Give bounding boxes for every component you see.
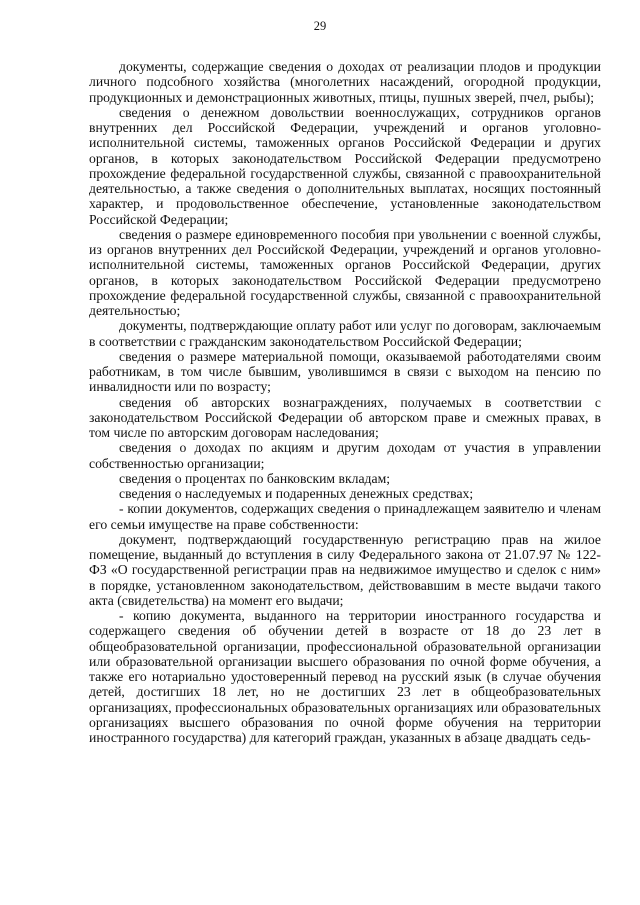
paragraph-income-farm: документы, содержащие сведения о доходах от реализации плодов и продукции личного подсобного хозяйства (многолетних насаждений, огородной продукции, продукционных и демонстрационных животных, птицы, пушных зверей, пчел, рыбы); (89, 59, 601, 105)
paragraph-inheritance: сведения о наследуемых и подаренных денежных средствах; (119, 486, 474, 501)
document-body (89, 59, 601, 745)
paragraph-severance: сведения о размере единовременного пособия при увольнении с военной службы, из органов внутренних дел Российской Федерации, учреждений и органов уголовно-исполнительной системы, таможенных органов Российской Федерации, других органов, в которых законодательством Российской Федерации предусмотрено прохождение федеральной государственной службы, связанной с правоохранительной деятельностью; (89, 226, 601, 318)
page-number: 29 (313, 19, 327, 33)
paragraph-bank-interest: сведения о процентах по банковским вкладам; (119, 470, 391, 486)
paragraph-registration-document: документ, подтверждающий государственную регистрацию прав на жилое помещение, выданный до вступления в силу Федерального закона от 21.07.97 № 122-ФЗ «О государственной регистрации прав на недвижимое имущество и сделок с ним» в порядке, установленном законодательством, действовавшим в месте выдачи такого акта (свидетельства) на момент его выдачи; (89, 531, 601, 608)
paragraph-property-copies: - копии документов, содержащих сведения о принадлежащем заявителю и членам его семьи имуществе на праве собственности: (89, 501, 601, 532)
paragraph-royalties: сведения об авторских вознаграждениях, получаемых в соответствии с законодательством Российской Федерации об авторском праве и смежных правах, в том числе по авторским договорам наследования; (89, 394, 601, 440)
paragraph-foreign-education: - копию документа, выданного на территории иностранного государства и содержащего сведения об обучении детей в возрасте от 18 до 23 лет в общеобразовательной организации, профессиональной образовательной организации или образовательной организации высшего образования по очной форме обучения, а также его нотариально удостоверенный перевод на русский язык (в случае обучения детей, достигших 18 лет, но не достигших 23 лет в общеобразовательных организациях, профессиональных образовательных организациях или образовательных организациях высшего образования по очной форме обучения на территории иностранного государства) для категорий граждан, указанных в абзаце двадцать седь- (89, 608, 601, 745)
paragraph-contracts: документы, подтверждающие оплату работ или услуг по договорам, заключаемым в соответствии с гражданским законодательством Российской Федерации; (89, 318, 601, 349)
paragraph-dividends: сведения о доходах по акциям и другим доходам от участия в управлении собственностью организации; (89, 440, 601, 471)
paragraph-military-pay: сведения о денежном довольствии военнослужащих, сотрудников органов внутренних дел Российской Федерации, учреждений и органов уголовно-исполнительной системы, таможенных органов Российской Федерации и других органов, в которых законодательством Российской Федерации предусмотрено прохождение федеральной государственной службы, связанной с правоохранительной деятельностью, а также сведения о дополнительных выплатах, носящих постоянный характер, и продовольственное обеспечение, установленные законодательством Российской Федерации; (89, 104, 601, 227)
paragraph-material-aid: сведения о размере материальной помощи, оказываемой работодателями своим работникам, в том числе бывшим, уволившимся в связи с выходом на пенсию по инвалидности или по возрасту; (89, 348, 601, 395)
